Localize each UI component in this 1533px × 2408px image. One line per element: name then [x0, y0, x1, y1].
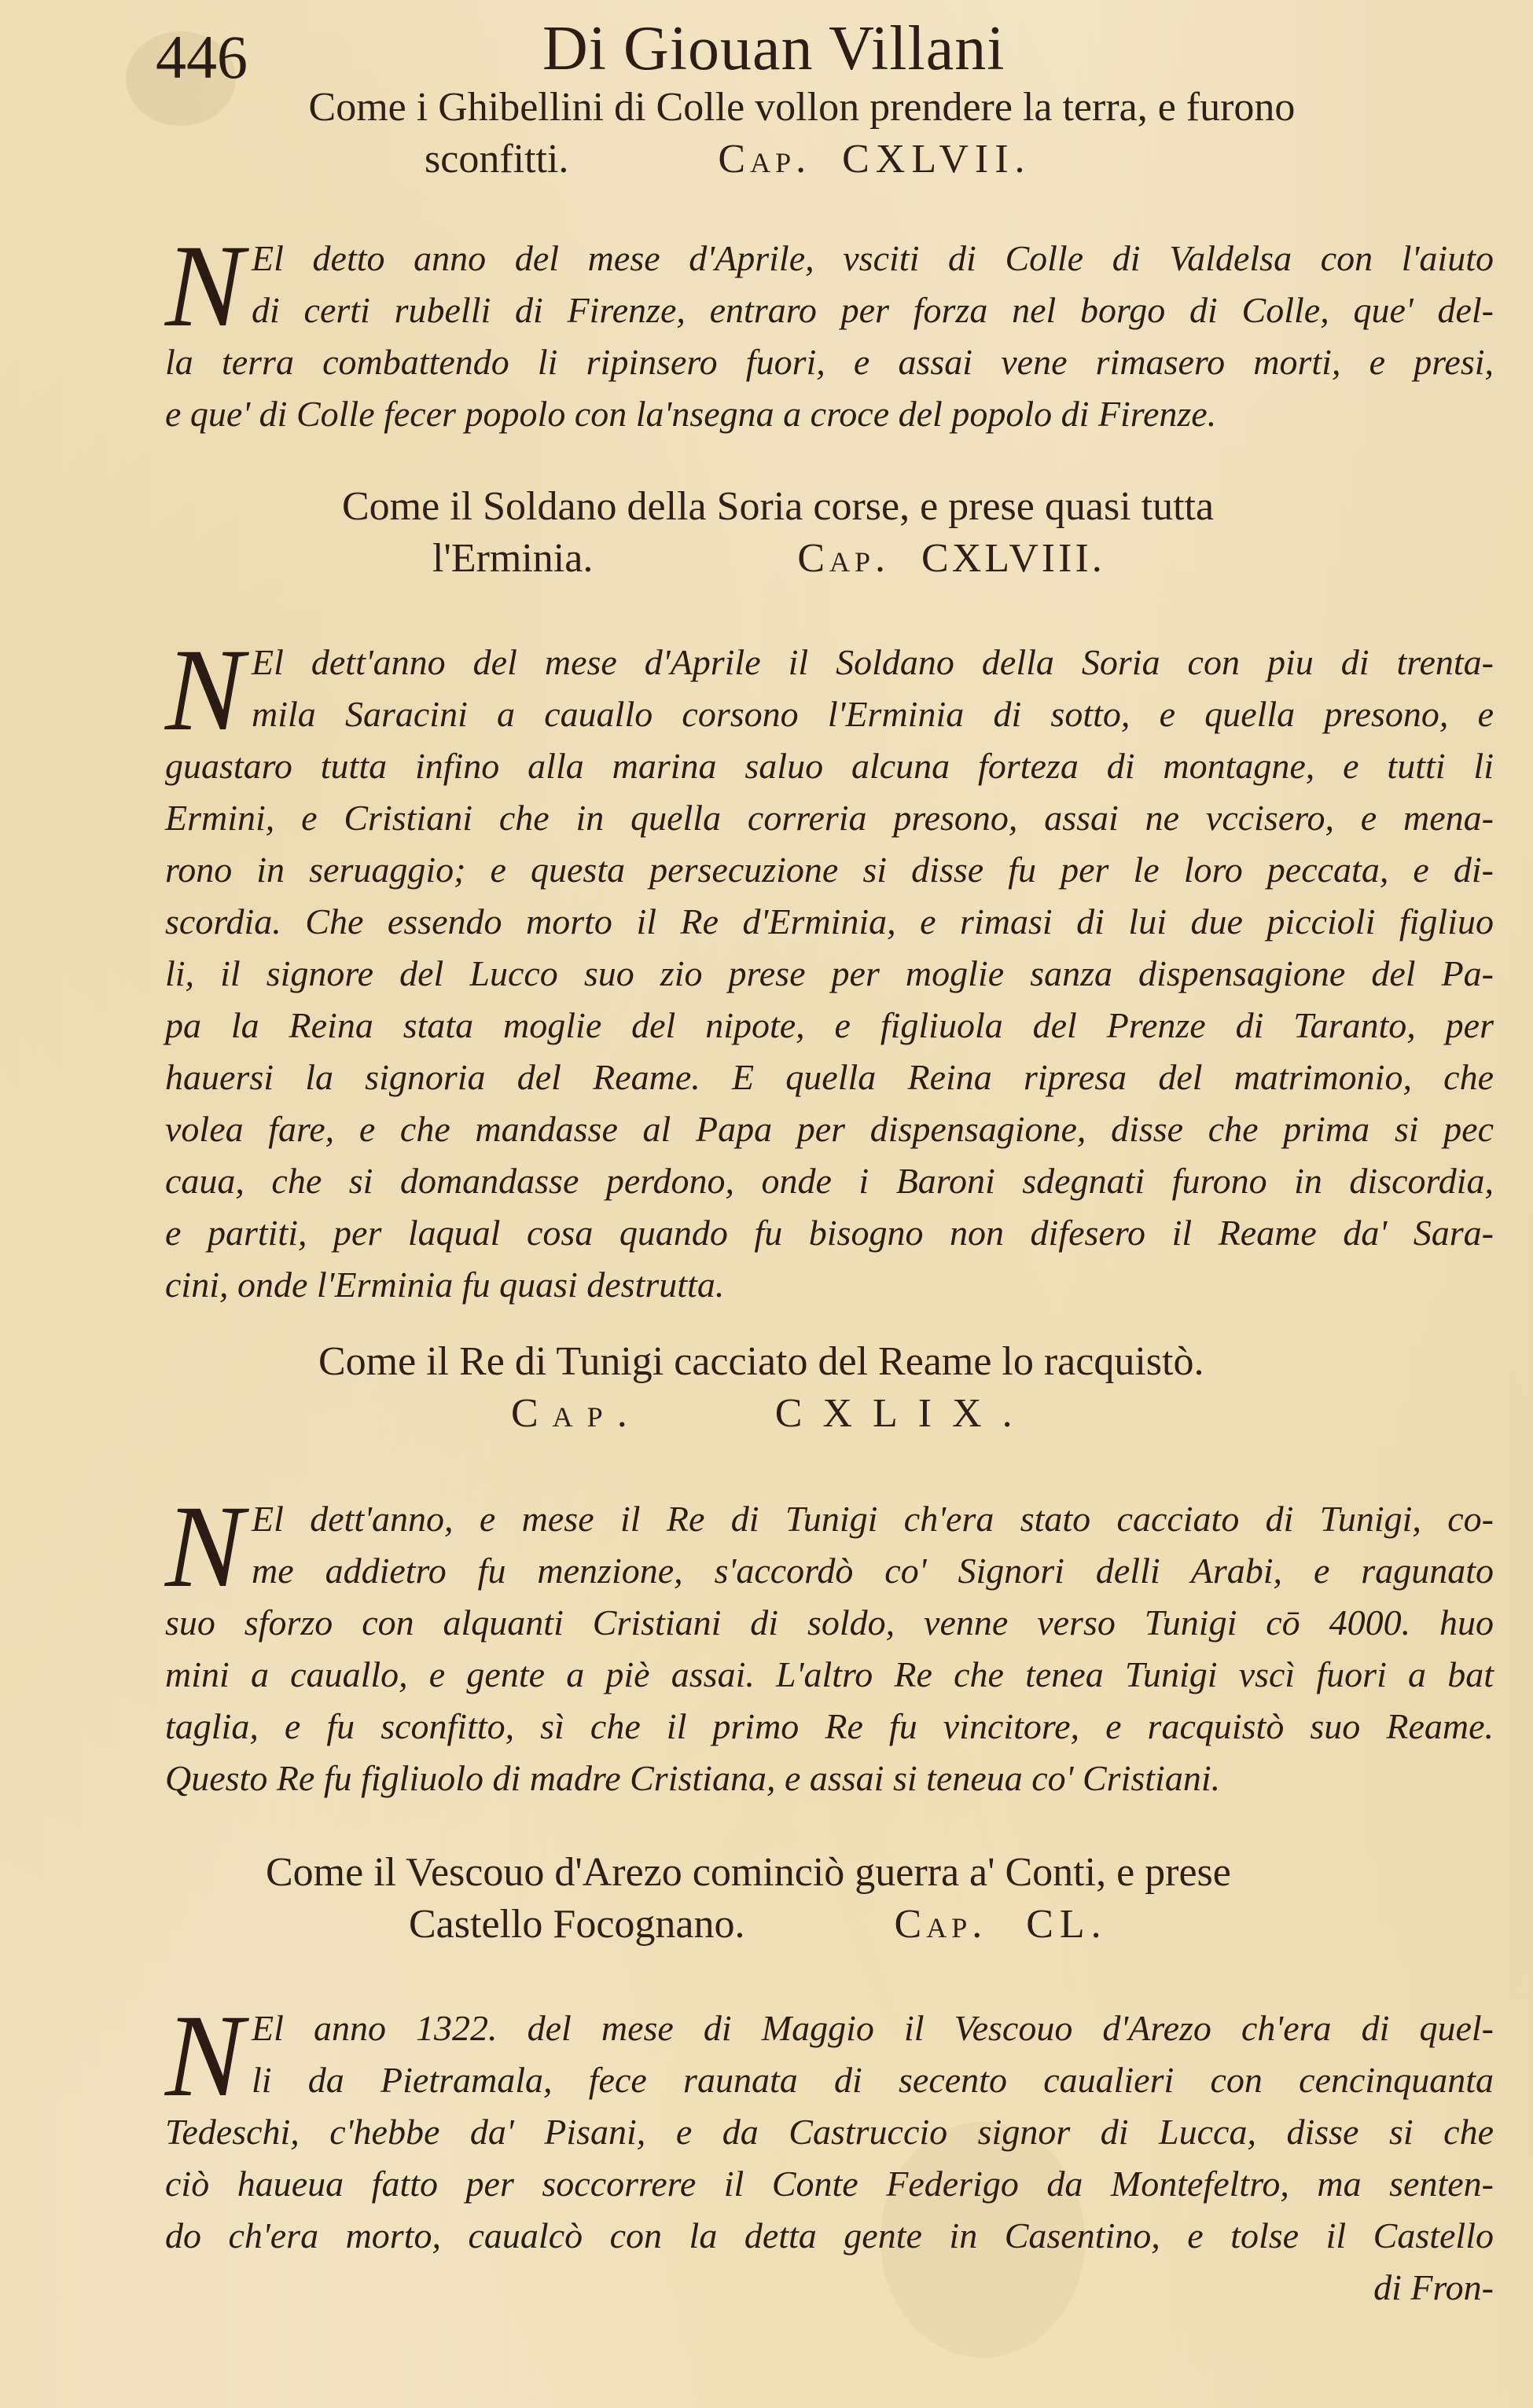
chapter-label: Cap.: [797, 536, 891, 581]
body-line: do ch'era morto, caualcò con la detta gente in Casentino, e tolse il Castello: [165, 2215, 1494, 2256]
body-line: cini, onde l'Erminia fu quasi destrutta.: [165, 1265, 725, 1305]
body-line: El dett'anno del mese d'Aprile il Soldano della Soria con piu di trenta-: [252, 642, 1494, 682]
body-line: caua, che si domandasse perdono, onde i Baroni sdegnati furono in discordia,: [165, 1161, 1494, 1201]
body-line: guastaro tutta infino alla marina saluo alcuna forteza di montagne, e tutti li: [165, 746, 1494, 786]
body-line: e que' di Colle fecer popolo con la'nsegna a croce del popolo di Firenze.: [165, 394, 1217, 434]
chapter-number: CL.: [1026, 1902, 1108, 1947]
chapter-label: Cap.: [894, 1902, 987, 1947]
body-line: di certi rubelli di Firenze, entraro per forza nel borgo di Colle, que' del-: [252, 290, 1494, 330]
drop-cap: N: [165, 1481, 244, 1612]
heading-line: Come i Ghibellini di Colle vollon prendere la terra, e furono: [308, 85, 1296, 130]
body-line: volea fare, e che mandasse al Papa per dispensagione, disse che prima si pec: [165, 1109, 1494, 1149]
body-line: e partiti, per laqual cosa quando fu bisogno non difesero il Reame da' Sara-: [165, 1213, 1494, 1253]
chapter-body-cxlix: [165, 1481, 1494, 1804]
chapter-heading-cxlix: [0, 1336, 1533, 1440]
body-line: Questo Re fu figliuolo di madre Cristiana, e assai si teneua co' Cristiani.: [165, 1758, 1221, 1798]
chapter-heading-cl: [0, 1847, 1533, 1951]
body-line: la terra combattendo li ripinsero fuori, e assai vene rimasero morti, e presi,: [165, 342, 1494, 382]
body-line: ciò haueua fatto per soccorrere il Conte Federigo da Montefeltro, ma senten-: [165, 2164, 1494, 2204]
heading-line: Come il Soldano della Soria corse, e prese quasi tutta: [342, 484, 1215, 529]
body-line: El dett'anno, e mese il Re di Tunigi ch'era stato cacciato di Tunigi, co-: [252, 1499, 1494, 1539]
heading-text: Castello Focognano.: [409, 1902, 745, 1947]
page-number: 446: [156, 23, 248, 91]
body-line: mini a cauallo, e gente a piè assai. L'altro Re che tenea Tunigi vscì fuori a bat: [165, 1654, 1494, 1694]
body-line: hauersi la signoria del Reame. E quella Reina ripresa del matrimonio, che: [165, 1057, 1494, 1097]
heading-line: Come il Re di Tunigi cacciato del Reame lo racquistò.: [318, 1339, 1204, 1384]
chapter-heading-cxlvii: [0, 82, 1533, 185]
drop-cap: N: [165, 1991, 244, 2121]
chapter-label: Cap.: [718, 137, 811, 182]
body-line: suo sforzo con alquanti Cristiani di soldo, venne verso Tunigi cō 4000. huo: [165, 1602, 1494, 1643]
chapter-body-cxlviii: [165, 625, 1494, 1311]
body-line: rono in seruaggio; e questa persecuzione si disse fu per le loro peccata, e di-: [165, 850, 1494, 890]
heading-line: [0, 134, 1533, 185]
heading-line: [0, 1388, 1533, 1440]
chapter-number: CXLVII.: [842, 137, 1031, 182]
chapter-heading-cxlviii: [0, 481, 1533, 585]
catchword: di Fron-: [1373, 2267, 1494, 2307]
body-line: Ermini, e Cristiani che in quella correria presono, assai ne vccisero, e mena-: [165, 798, 1494, 838]
body-line: mila Saracini a cauallo corsono l'Erminia di sotto, e quella presono, e: [252, 694, 1494, 734]
body-line: Tedeschi, c'hebbe da' Pisani, e da Castruccio signor di Lucca, disse si che: [165, 2112, 1494, 2152]
drop-cap: N: [165, 221, 244, 351]
chapter-number: CXLIX.: [774, 1391, 1033, 1436]
chapter-number: CXLVIII.: [921, 536, 1105, 581]
heading-line: [0, 1899, 1533, 1951]
heading-text: l'Erminia.: [432, 536, 594, 581]
running-title: Di Giouan Villani: [542, 14, 1005, 83]
body-line: taglia, e fu sconfitto, sì che il primo Re fu vincitore, e racquistò suo Reame.: [165, 1706, 1494, 1746]
drop-cap: N: [165, 625, 244, 755]
body-line: li da Pietramala, fece raunata di secento caualieri con cencinquanta: [252, 2060, 1494, 2100]
body-line: li, il signore del Lucco suo zio prese per moglie sanza dispensagione del Pa-: [165, 953, 1494, 993]
chapter-body-cl: [165, 1991, 1494, 2314]
body-line: El anno 1322. del mese di Maggio il Vescouo d'Arezo ch'era di quel-: [252, 2008, 1494, 2048]
chapter-label: Cap.: [511, 1391, 642, 1436]
body-line: El detto anno del mese d'Aprile, vsciti di Colle di Valdelsa con l'aiuto: [252, 238, 1494, 278]
heading-line: Come il Vescouo d'Arezo cominciò guerra a' Conti, e prese: [266, 1850, 1231, 1895]
body-line: me addietro fu menzione, s'accordò co' Signori delli Arabi, e ragunato: [252, 1551, 1494, 1591]
heading-text: sconfitti.: [425, 137, 569, 182]
chapter-body-cxlvii: [165, 221, 1494, 440]
heading-line: [0, 533, 1533, 585]
body-line: scordia. Che essendo morto il Re d'Erminia, e rimasi di lui due piccioli figliuo: [165, 901, 1494, 942]
body-line: pa la Reina stata moglie del nipote, e figliuola del Prenze di Taranto, per: [165, 1005, 1494, 1045]
